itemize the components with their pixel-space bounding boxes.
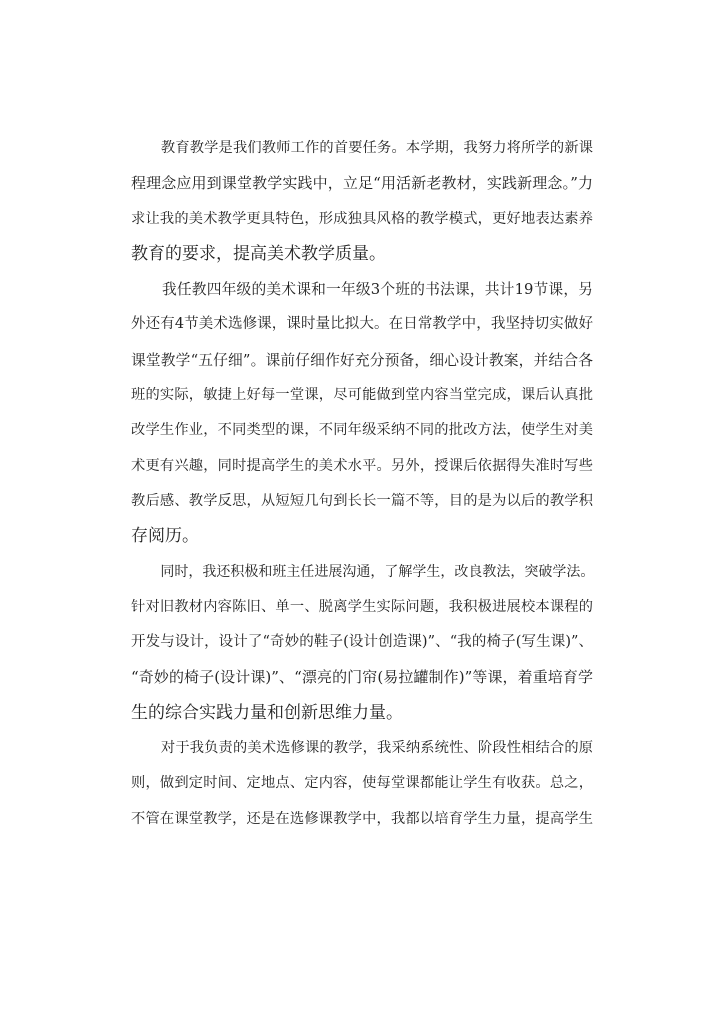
text-line: 不管在课堂教学，还是在选修课教学中，我都以培育学生力量，提高学生: [131, 810, 593, 827]
text-line: 针对旧教材内容陈旧、单一、脱离学生实际问题，我积极进展校本课程的: [131, 598, 593, 615]
text-line: 教育教学是我们教师工作的首要任务。本学期，我努力将所学的新课: [160, 140, 593, 156]
text-line: “奇妙的椅子(设计课)”、“漂亮的门帘(易拉罐制作)”等课，着重培育学: [131, 668, 593, 687]
text-line: 求让我的美术教学更具特色，形成独具风格的教学模式，更好地表达素养: [131, 210, 593, 227]
text-line: 教后感、教学反思，从短短几句到长长一篇不等，目的是为以后的教学积: [131, 492, 593, 509]
text-line: 班的实际，敏捷上好每一堂课，尽可能做到堂内容当堂完成，课后认真批: [131, 387, 593, 404]
text-line: 则，做到定时间、定地点、定内容，使每堂课都能让学生有收获。总之，: [131, 775, 593, 792]
text-line: 改学生作业，不同类型的课，不同年级采纳不同的批改方法，使学生对美: [131, 422, 593, 439]
text-line: 开发与设计，设计了“奇妙的鞋子(设计创造课)”、“我的椅子(写生课)”、: [131, 634, 593, 651]
text-line: 生的综合实践力量和创新思维力量。: [131, 702, 403, 723]
text-line: 课堂教学“五仔细”。课前仔细作好充分预备，细心设计教案，并结合各: [131, 351, 593, 369]
text-line: 程理念应用到课堂教学实践中，立足“用活新老教材，实践新理念。”力: [131, 174, 593, 193]
text-line: 术更有兴趣，同时提高学生的美术水平。另外，授课后依据得失准时写些: [131, 457, 593, 474]
text-line: 存阅历。: [131, 526, 199, 547]
body-text: [131, 131, 593, 837]
text-line: 同时，我还积极和班主任进展沟通，了解学生，改良教法，突破学法。: [160, 563, 595, 580]
text-line: 外还有4节美术选修课，课时量比拟大。在日常教学中，我坚持切实做好: [131, 316, 593, 333]
text-line: 对于我负责的美术选修课的教学，我采纳系统性、阶段性相结合的原: [160, 740, 593, 757]
text-line: 教育的要求，提高美术教学质量。: [131, 243, 386, 264]
text-line: 我任教四年级的美术课和一年级3个班的书法课，共计19节课，另: [161, 281, 593, 299]
